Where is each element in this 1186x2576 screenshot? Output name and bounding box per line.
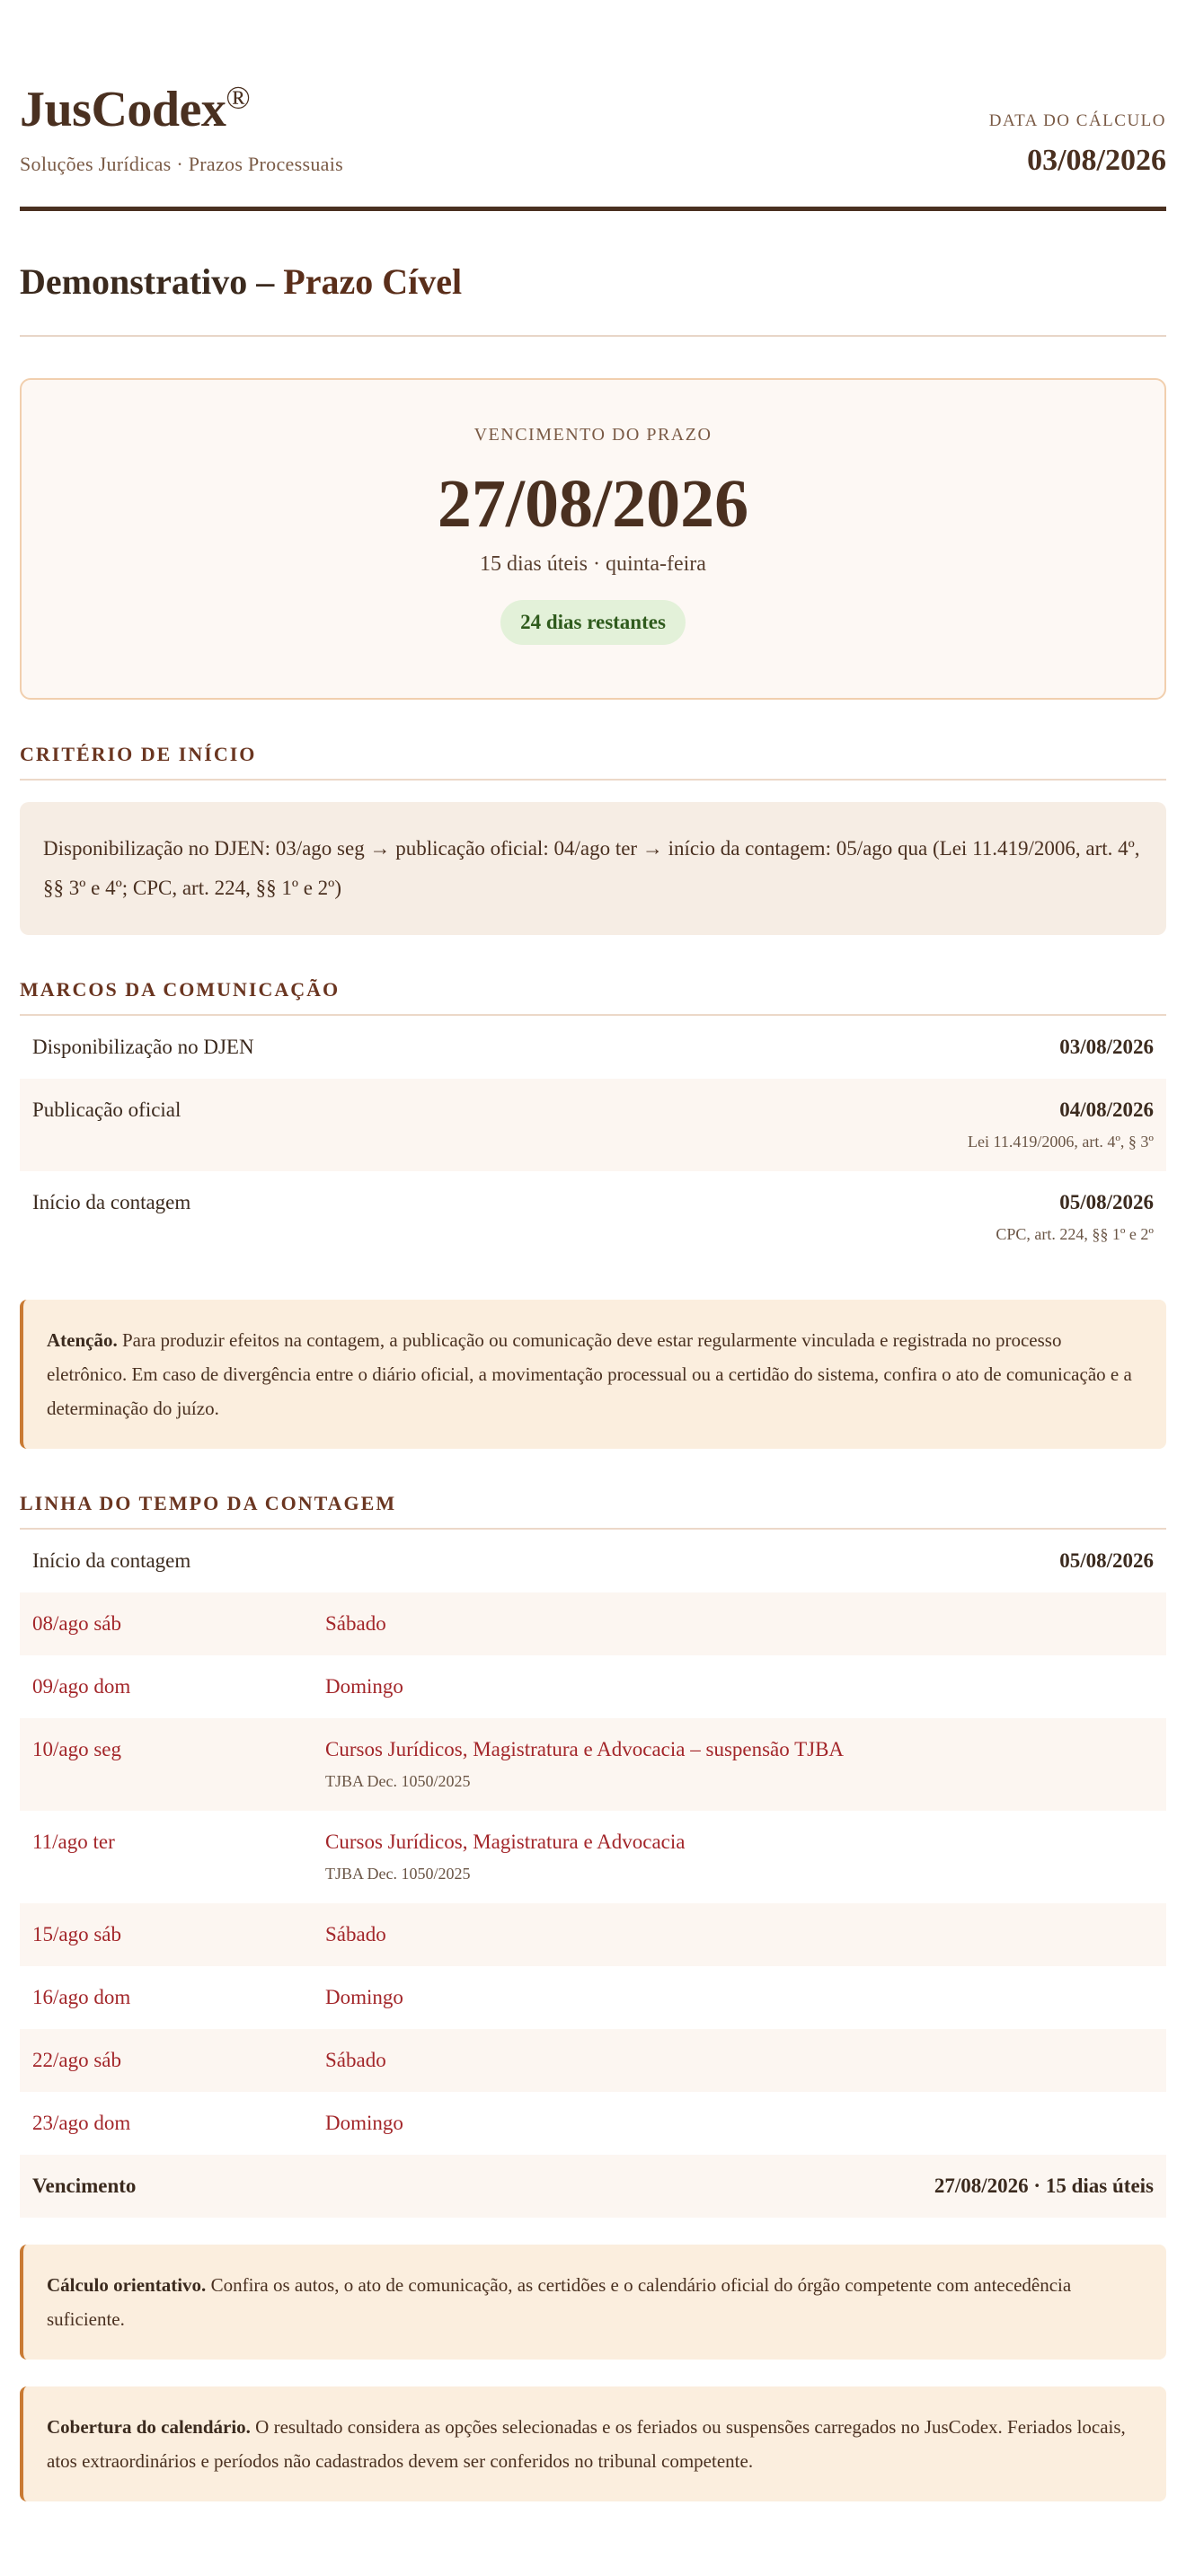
remaining-days-badge: 24 dias restantes xyxy=(500,600,686,645)
timeline-desc: Domingo xyxy=(325,1986,403,2008)
header-divider xyxy=(20,207,1166,211)
brand-subtitle: Soluções Jurídicas · Prazos Processuais xyxy=(20,153,343,175)
page-title-prefix: Demonstrativo – xyxy=(20,261,275,302)
timeline-source: TJBA Dec. 1050/2025 xyxy=(325,1772,471,1790)
timeline-date: 09/ago dom xyxy=(32,1675,131,1698)
brand-logo xyxy=(20,81,250,138)
criterion-heading: CRITÉRIO DE INÍCIO xyxy=(20,743,1166,781)
timeline-row xyxy=(20,1592,1166,1655)
timeline-desc: Cursos Jurídicos, Magistratura e Advocacia xyxy=(325,1831,686,1853)
timeline-desc: Domingo xyxy=(325,1675,403,1698)
page-title-strong: Prazo Cível xyxy=(283,261,463,302)
timeline-heading: LINHA DO TEMPO DA CONTAGEM xyxy=(20,1492,1166,1530)
timeline-row xyxy=(20,1903,1166,1966)
calc-date-value: 03/08/2026 xyxy=(1027,144,1166,177)
timeline-date: 10/ago seg xyxy=(32,1738,122,1760)
calc-date-label: DATA DO CÁLCULO xyxy=(988,111,1166,130)
timeline-date: 08/ago sáb xyxy=(32,1612,122,1635)
timeline-row xyxy=(20,2029,1166,2092)
coverage-lead: Cobertura do calendário. xyxy=(47,2416,251,2438)
coverage-text: O resultado considera as opções selecionadas e os feriados ou suspensões carregados no JusCodex. Feriados locais, atos extraordinários e períodos não cadastrados devem ser conferidos no tribunal competente. xyxy=(47,2416,1126,2472)
milestone-note: CPC, art. 224, §§ 1º e 2º xyxy=(996,1225,1154,1243)
timeline-row xyxy=(20,2092,1166,2155)
milestone-value xyxy=(996,1191,1154,1244)
milestone-label: Disponibilização no DJEN xyxy=(32,1036,254,1058)
milestone-label: Publicação oficial xyxy=(32,1098,181,1121)
milestone-value xyxy=(968,1098,1154,1151)
timeline-start-label: Início da contagem xyxy=(32,1549,191,1572)
timeline-desc-block xyxy=(325,1831,1154,1883)
deadline-card xyxy=(20,378,1166,700)
attention-lead: Atenção. xyxy=(47,1329,118,1351)
timeline-desc: Domingo xyxy=(325,2112,403,2134)
deadline-detail: 15 dias úteis · quinta-feira xyxy=(480,552,706,576)
title-divider xyxy=(20,335,1166,337)
milestone-date: 04/08/2026 xyxy=(1059,1098,1154,1121)
coverage-note xyxy=(20,2386,1166,2501)
timeline-desc: Sábado xyxy=(325,1923,386,1945)
timeline-date: 23/ago dom xyxy=(32,2112,131,2134)
timeline-date: 11/ago ter xyxy=(32,1831,115,1853)
deadline-date: 27/08/2026 xyxy=(437,466,749,542)
milestone-note: Lei 11.419/2006, art. 4º, § 3º xyxy=(968,1133,1154,1151)
orientative-lead: Cálculo orientativo. xyxy=(47,2274,207,2296)
attention-alert xyxy=(20,1300,1166,1449)
milestone-label: Início da contagem xyxy=(32,1191,191,1213)
milestone-row xyxy=(20,1171,1166,1264)
timeline-row xyxy=(20,1718,1166,1811)
timeline-date: 22/ago sáb xyxy=(32,2049,122,2071)
timeline-desc-block xyxy=(325,1738,1154,1791)
timeline-desc: Cursos Jurídicos, Magistratura e Advocacia – suspensão TJBA xyxy=(325,1738,845,1760)
milestone-row xyxy=(20,1016,1166,1079)
criterion-box: Disponibilização no DJEN: 03/ago seg → publicação oficial: 04/ago ter → início da contagem: 05/ago qua (Lei 11.419/2006, art. 4º, §§ 3º e 4º; CPC, art. 224, §§ 1º e 2º) xyxy=(20,802,1166,935)
timeline-row xyxy=(20,1655,1166,1718)
timeline-desc: Sábado xyxy=(325,2049,386,2071)
timeline-row xyxy=(20,1966,1166,2029)
orientative-note xyxy=(20,2245,1166,2360)
registered-mark: ® xyxy=(226,79,251,116)
header xyxy=(20,0,1166,216)
timeline-start-date: 05/08/2026 xyxy=(1059,1549,1154,1572)
timeline-list xyxy=(20,1530,1166,2218)
timeline-end-value: 27/08/2026 · 15 dias úteis xyxy=(934,2175,1154,2197)
timeline-source: TJBA Dec. 1050/2025 xyxy=(325,1865,471,1883)
attention-text: Para produzir efeitos na contagem, a publicação ou comunicação deve estar regularmente vinculada e registrada no processo eletrônico. Em caso de divergência entre o diário oficial, a movimentação processual ou a certidão do sistema, confira o ato de comunicação e a determinação do juízo. xyxy=(47,1329,1132,1419)
timeline-date: 15/ago sáb xyxy=(32,1923,122,1945)
page-title xyxy=(20,260,1166,303)
timeline-desc: Sábado xyxy=(325,1612,386,1635)
timeline-end-label: Vencimento xyxy=(32,2175,137,2197)
timeline-date: 16/ago dom xyxy=(32,1986,131,2008)
milestones-heading: MARCOS DA COMUNICAÇÃO xyxy=(20,978,1166,1016)
timeline-start-row xyxy=(20,1530,1166,1592)
milestone-date: 03/08/2026 xyxy=(1059,1036,1154,1058)
orientative-text: Confira os autos, o ato de comunicação, as certidões e o calendário oficial do órgão competente com antecedência suficiente. xyxy=(47,2274,1072,2330)
milestone-date: 05/08/2026 xyxy=(1059,1191,1154,1213)
brand-name: JusCodex xyxy=(20,82,226,137)
milestone-row xyxy=(20,1079,1166,1171)
timeline-row xyxy=(20,1811,1166,1903)
deadline-label: VENCIMENTO DO PRAZO xyxy=(474,425,712,445)
milestones-list xyxy=(20,1016,1166,1264)
timeline-end-row xyxy=(20,2155,1166,2218)
